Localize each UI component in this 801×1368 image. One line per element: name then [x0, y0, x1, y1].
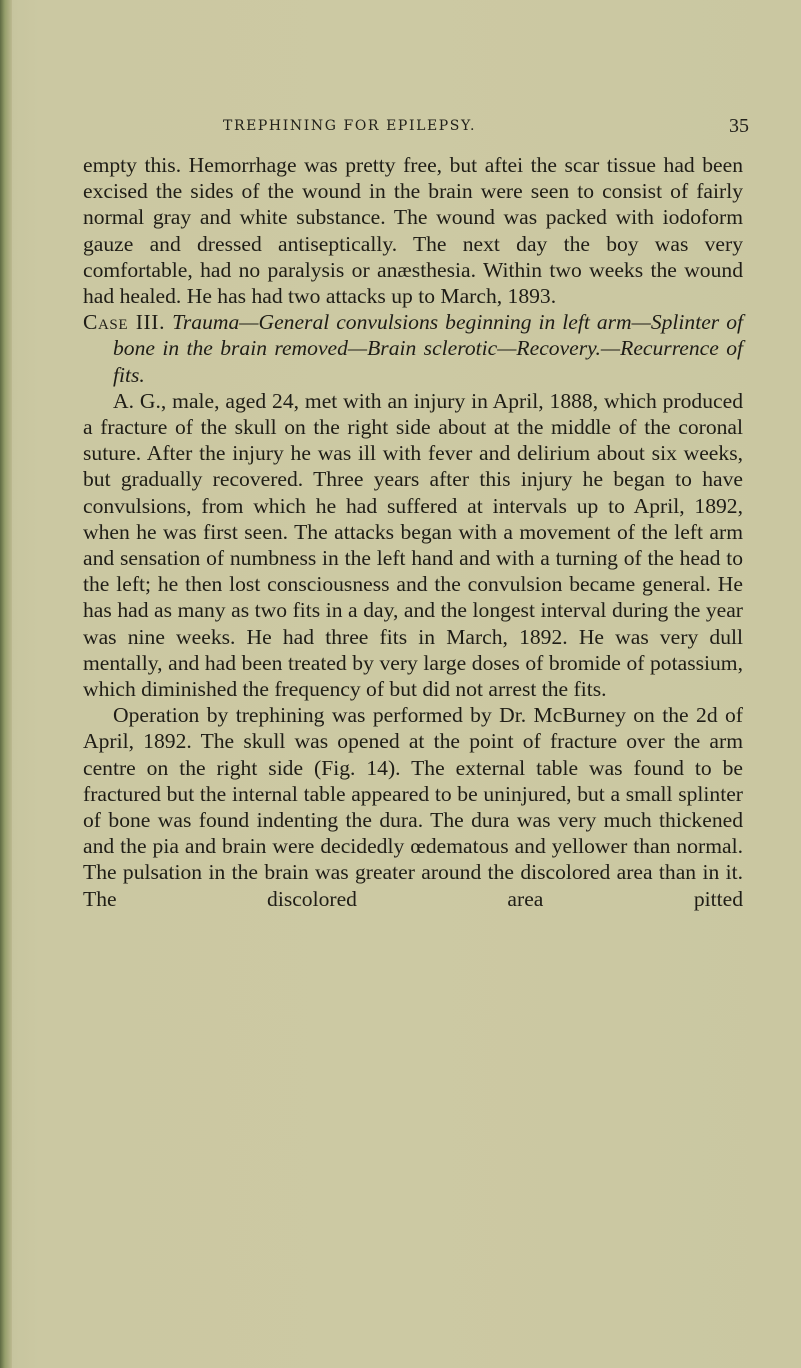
- body-text: [83, 152, 743, 912]
- case-history-paragraph: A. G., male, aged 24, met with an injury in April, 1888, which produced a fracture of the skull on the right side about at the middle of the coronal suture. After the injury he was ill with fever and delirium about six weeks, but gradually recovered. Three years after this injury he began to have convulsions, from which he had suffered at intervals up to April, 1892, when he was first seen. The attacks began with a movement of the left arm and sensation of numbness in the left hand and with a turning of the head to the left; he then lost consciousness and the convulsion became general. He has had as many as two fits in a day, and the longest interval during the year was nine weeks. He had three fits in March, 1892. He was very dull mentally, and had been treated by very large doses of bromide of potassium, which diminished the frequency of but did not arrest the fits.: [83, 388, 743, 702]
- case-number: Case III.: [83, 310, 166, 335]
- page-number: 35: [729, 115, 749, 137]
- page-binding-edge: [0, 0, 12, 1368]
- running-head: [0, 115, 801, 138]
- case-title: Trauma—General convulsions beginning in left arm—Splinter of bone in the brain removed—Brain sclerotic—Recovery.—Recurrence of fits.: [113, 310, 743, 387]
- case-heading: [83, 309, 743, 388]
- running-head-title: TREPHINING FOR EPILEPSY.: [223, 118, 477, 134]
- paragraph-continued: empty this. Hemorrhage was pretty free, but aftei the scar tissue had been excised the sides of the wound in the brain were seen to consist of fairly normal gray and white substance. The wound was packed with iodoform gauze and dressed antiseptically. The next day the boy was very comfortable, had no paralysis or anæsthesia. Within two weeks the wound had healed. He has had two attacks up to March, 1893.: [83, 153, 743, 309]
- operation-paragraph: Operation by trephining was performed by Dr. McBurney on the 2d of April, 1892. The skull was opened at the point of fracture over the arm centre on the right side (Fig. 14). The external table was found to be fractured but the internal table appeared to be uninjured, but a small splinter of bone was found indenting the dura. The dura was very much thickened and the pia and brain were decidedly œdematous and yellower than normal. The pulsation in the brain was greater around the discolored area than in it. The discolored area pitted: [83, 703, 743, 911]
